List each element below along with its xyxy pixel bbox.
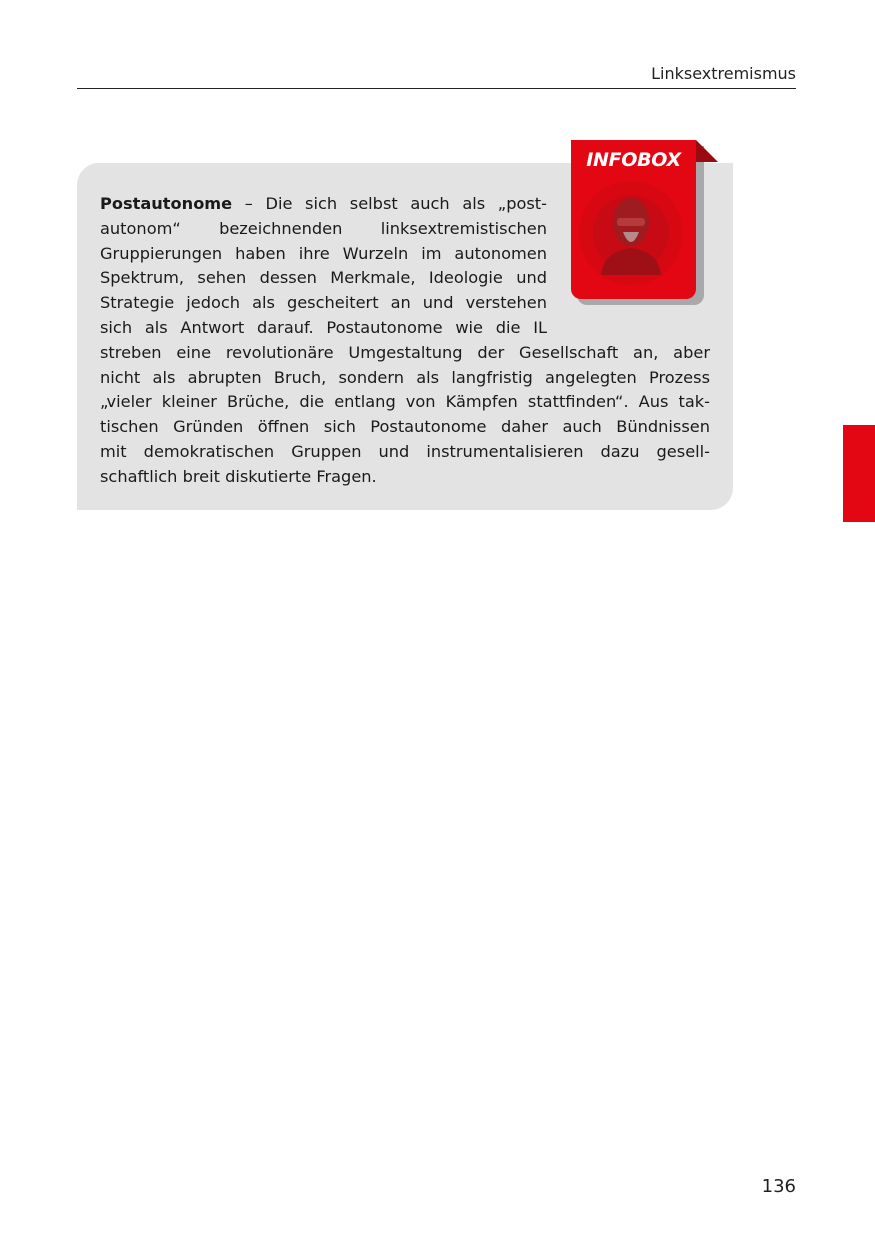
text-line: tischen Gründen öffnen sich Postautonome daher auch Bündnissen: [100, 417, 710, 437]
text-line: nicht als abrupten Bruch, sondern als langfristig angelegten Prozess: [100, 367, 710, 387]
term: Postautonome: [100, 194, 233, 213]
text-line: mit demokratischen Gruppen und instrumentalisieren dazu gesell-: [100, 441, 710, 461]
header-rule: [77, 88, 796, 89]
badge-fold: [696, 140, 718, 162]
text-line: Spektrum, sehen dessen Merkmale, Ideologie und: [100, 268, 547, 288]
text-line: Strategie jedoch als gescheitert an und verstehen: [100, 293, 547, 313]
text-line: sich als Antwort darauf. Postautonome wie die IL: [100, 317, 547, 337]
text-line: „vieler kleiner Brüche, die entlang von Kämpfen stattfinden“. Aus tak-: [100, 392, 710, 412]
text-line: Postautonome – Die sich selbst auch als „post-: [100, 194, 547, 213]
running-header: Linksextremismus: [651, 64, 796, 83]
text-line: Gruppierungen haben ihre Wurzeln im autonomen: [100, 243, 547, 263]
text-line: autonom“ bezeichnenden linksextremistischen: [100, 218, 547, 238]
badge-label: INFOBOX: [586, 149, 681, 171]
page-number: 136: [761, 1176, 796, 1197]
infobox-text: [100, 192, 710, 490]
chapter-tab-marker: [843, 425, 875, 522]
text-line: streben eine revolutionäre Umgestaltung der Gesellschaft an, aber: [100, 342, 710, 362]
text-line: schaftlich breit diskutierte Fragen.: [100, 466, 377, 486]
